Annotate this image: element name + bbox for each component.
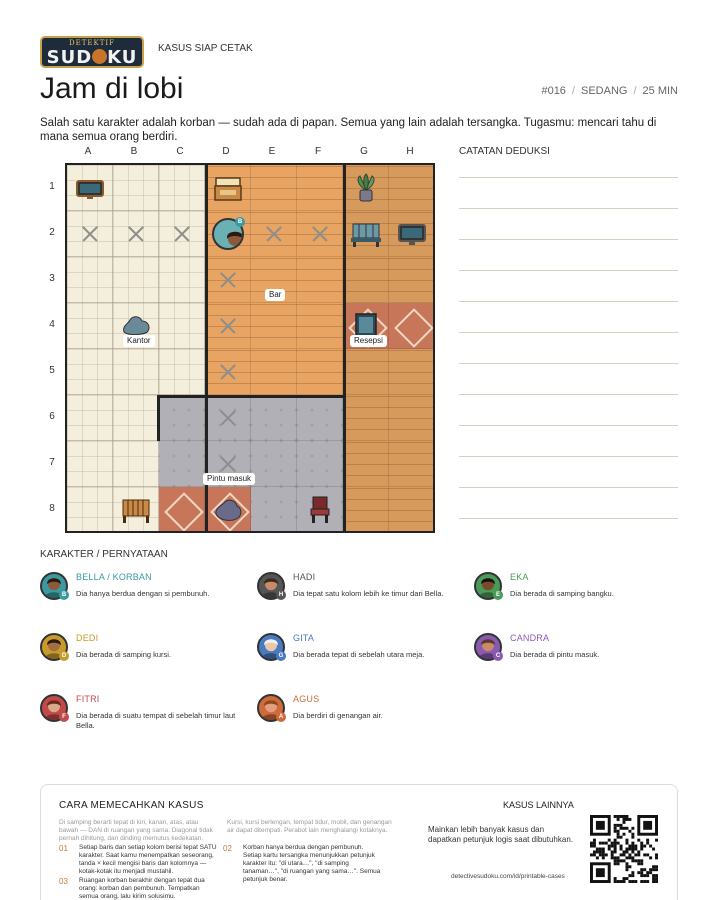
row-label: 8 [49, 503, 55, 514]
how-to-panel [40, 784, 678, 900]
note-line[interactable] [459, 518, 678, 519]
bella-victim-token [205, 211, 251, 257]
puddle-icon [205, 487, 251, 533]
character-card[interactable] [257, 572, 457, 628]
lobby-floor-cell[interactable] [343, 441, 389, 487]
character-statement: Dia hanya berdua dengan si pembunuh. [76, 589, 210, 598]
character-statement: Dia berada tepat di sebelah utara meja. [293, 650, 425, 659]
more-cases-url[interactable]: detectivesudoku.com/id/printable-cases [451, 873, 565, 880]
case-number: #016 [541, 85, 566, 97]
room-label-reception: Resepsi [350, 335, 387, 347]
lobby-floor-cell[interactable] [343, 487, 389, 533]
note-line[interactable] [459, 425, 678, 426]
character-name: BELLA / KORBAN [76, 572, 152, 582]
room-label-bar: Bar [265, 289, 285, 301]
column-label: G [360, 146, 368, 157]
step-text: Setiap baris dan setiap kolom berisi tepat SATU karakter. Saat kamu menempatkan seseorang, tanda × kecil mengisi baris dan kolomnya — kotak-kotak itu menjadi mustahil. [79, 844, 217, 875]
elimination-x-mark [205, 349, 251, 395]
office-floor-cell[interactable] [67, 303, 113, 349]
row-label: 4 [49, 319, 55, 330]
office-floor-cell[interactable] [67, 349, 113, 395]
row-label: 6 [49, 411, 55, 422]
character-statement: Dia berada di suatu tempat di sebelah timur laut Bella. [76, 711, 236, 730]
elimination-x-mark [205, 395, 251, 441]
puzzle-board [65, 163, 435, 533]
note-line[interactable] [459, 394, 678, 395]
bench-icon [343, 211, 389, 257]
character-badge: D [59, 651, 69, 661]
step-number: 03 [59, 877, 68, 886]
note-line[interactable] [459, 487, 678, 488]
how-to-title: CARA MEMECAHKAN KASUS [59, 800, 204, 811]
note-line[interactable] [459, 239, 678, 240]
office-floor-cell[interactable] [113, 349, 159, 395]
character-statement: Dia berada di samping kursi. [76, 650, 172, 659]
entrance-floor-cell[interactable] [251, 487, 297, 533]
character-name: AGUS [293, 694, 320, 704]
lobby-floor-cell[interactable] [343, 395, 389, 441]
case-meta [541, 85, 678, 97]
character-name: FITRI [76, 694, 100, 704]
room-wall [157, 395, 160, 441]
lobby-floor-cell[interactable] [389, 487, 435, 533]
note-line[interactable] [459, 208, 678, 209]
character-card[interactable] [257, 694, 457, 750]
character-card[interactable] [40, 694, 240, 750]
more-cases-text: Mainkan lebih banyak kasus dan dapatkan petunjuk logis saat dibutuhkan. [428, 825, 573, 844]
office-floor-cell[interactable] [67, 257, 113, 303]
case-type-label: KASUS SIAP CETAK [158, 43, 253, 54]
entrance-floor-cell[interactable] [297, 395, 343, 441]
room-label-entrance: Pintu masuk [203, 473, 255, 485]
office-floor-cell[interactable] [113, 441, 159, 487]
character-name: CANDRA [510, 633, 550, 643]
meta-separator: / [571, 85, 575, 97]
entrance-floor-cell[interactable] [251, 395, 297, 441]
bar-floor-cell[interactable] [251, 349, 297, 395]
step-number: 02 [223, 844, 232, 853]
plant-icon [343, 165, 389, 211]
bench-icon [113, 487, 159, 533]
more-cases-title: KASUS LAINNYA [503, 800, 574, 810]
note-line[interactable] [459, 332, 678, 333]
column-label: F [314, 146, 322, 157]
rug-cell[interactable] [159, 487, 205, 533]
step-text: Korban hanya berdua dengan pembunuh. Setiap kartu tersangka menunjukkan petunjuk karakter itu: "di utara…", "di samping tanaman…", "di ruangan yang sama…". Semua petunjuk benar. [243, 844, 381, 883]
logo-top-text: DETEKTIF [68, 39, 116, 47]
note-line[interactable] [459, 301, 678, 302]
row-label: 2 [49, 227, 55, 238]
logo-text-left: SUD [46, 47, 93, 68]
row-label: 5 [49, 365, 55, 376]
entrance-floor-cell[interactable] [251, 441, 297, 487]
step-text: Ruangan korban berakhir dengan tepat dua orang: korban dan pembunuh. Tempatkan semua orang, lalu kirim solusimu. [79, 877, 205, 900]
logo-main-text [42, 47, 142, 68]
qr-code-icon[interactable] [590, 815, 658, 883]
detective-sudoku-logo [40, 36, 144, 68]
adjacency-note: Di samping berarti tepat di kiri, kanan, atas, atau bawah — DAN di ruangan yang sama. Diagonal tidak pernah dihitung, dan dinding memutus kedekatan. [59, 819, 213, 842]
character-name: EKA [510, 572, 529, 582]
character-card[interactable] [474, 633, 674, 689]
office-floor-cell[interactable] [159, 349, 205, 395]
bar-floor-cell[interactable] [251, 165, 297, 211]
elimination-x-mark [205, 303, 251, 349]
character-badge: A [276, 712, 286, 722]
intro-text: Salah satu karakter adalah korban — sudah ada di papan. Semua yang lain adalah tersangka. Tugasmu: mencari tahu di mana semua orang berdiri. [40, 117, 657, 143]
lobby-floor-cell[interactable] [389, 165, 435, 211]
lobby-floor-cell[interactable] [389, 257, 435, 303]
character-badge: B [59, 590, 69, 600]
entrance-floor-cell[interactable] [159, 441, 205, 487]
character-statement: Dia tepat satu kolom lebih ke timur dari Bella. [293, 589, 444, 598]
office-floor-cell[interactable] [159, 257, 205, 303]
row-label: 1 [49, 181, 55, 192]
notes-title: CATATAN DEDUKSI [459, 146, 550, 157]
office-floor-cell[interactable] [113, 257, 159, 303]
column-label: D [222, 146, 230, 157]
character-statement: Dia berada di pintu masuk. [510, 650, 600, 659]
tv-icon [389, 211, 435, 257]
note-line[interactable] [459, 456, 678, 457]
character-name: DEDI [76, 633, 99, 643]
tv-icon [67, 165, 113, 211]
entrance-floor-cell[interactable] [159, 395, 205, 441]
character-statement: Dia berada di samping bangku. [510, 589, 614, 598]
magnifier-icon [92, 49, 107, 64]
page-title: Jam di lobi [40, 72, 184, 105]
meta-separator: / [633, 85, 637, 97]
column-label: H [406, 146, 414, 157]
bar-floor-cell[interactable] [297, 257, 343, 303]
room-label-office: Kantor [123, 335, 155, 347]
step-number: 01 [59, 844, 68, 853]
note-line[interactable] [459, 363, 678, 364]
elimination-x-mark [67, 211, 113, 257]
column-label: B [130, 146, 138, 157]
elimination-x-mark [159, 211, 205, 257]
victim-badge: B [235, 217, 245, 227]
rug-cell[interactable] [389, 303, 435, 349]
office-floor-cell[interactable] [67, 487, 113, 533]
character-badge: E [493, 590, 503, 600]
bar-floor-cell[interactable] [297, 349, 343, 395]
lobby-floor-cell[interactable] [389, 441, 435, 487]
room-wall [343, 441, 346, 533]
character-card[interactable] [40, 572, 240, 628]
character-badge: H [276, 590, 286, 600]
case-duration: 25 MIN [642, 85, 678, 97]
lobby-floor-cell[interactable] [389, 395, 435, 441]
character-name: GITA [293, 633, 315, 643]
character-card[interactable] [257, 633, 457, 689]
chair-icon [297, 487, 343, 533]
bar-floor-cell[interactable] [251, 303, 297, 349]
bar-floor-cell[interactable] [297, 165, 343, 211]
note-line[interactable] [459, 177, 678, 178]
lobby-floor-cell[interactable] [389, 349, 435, 395]
character-badge: G [276, 651, 286, 661]
bar-floor-cell[interactable] [297, 303, 343, 349]
office-floor-cell[interactable] [113, 395, 159, 441]
office-floor-cell[interactable] [67, 441, 113, 487]
entrance-floor-cell[interactable] [297, 441, 343, 487]
office-floor-cell[interactable] [159, 303, 205, 349]
row-label: 7 [49, 457, 55, 468]
elimination-x-mark [205, 257, 251, 303]
row-label: 3 [49, 273, 55, 284]
character-statement: Dia berdiri di genangan air. [293, 711, 383, 720]
character-badge: F [59, 712, 69, 722]
column-label: C [176, 146, 184, 157]
elimination-x-mark [113, 211, 159, 257]
furniture-note: Kursi, kursi berlengan, tempat tidur, mobil, dan genangan air dapat ditempati. Perabot lain menghalangi kotaknya. [227, 819, 392, 834]
cash-register-icon [205, 165, 251, 211]
office-floor-cell[interactable] [67, 395, 113, 441]
character-badge: C [493, 651, 503, 661]
column-label: E [268, 146, 276, 157]
lobby-floor-cell[interactable] [343, 257, 389, 303]
character-name: HADI [293, 572, 316, 582]
logo-text-right: KU [107, 47, 138, 68]
case-difficulty: SEDANG [581, 85, 628, 97]
character-card[interactable] [40, 633, 240, 689]
elimination-x-mark [297, 211, 343, 257]
column-label: A [84, 146, 92, 157]
room-wall [343, 395, 346, 441]
note-line[interactable] [459, 270, 678, 271]
elimination-x-mark [251, 211, 297, 257]
characters-header: KARAKTER / PERNYATAAN [40, 549, 168, 560]
office-floor-cell[interactable] [113, 165, 159, 211]
office-floor-cell[interactable] [159, 165, 205, 211]
character-card[interactable] [474, 572, 674, 628]
lobby-floor-cell[interactable] [343, 349, 389, 395]
